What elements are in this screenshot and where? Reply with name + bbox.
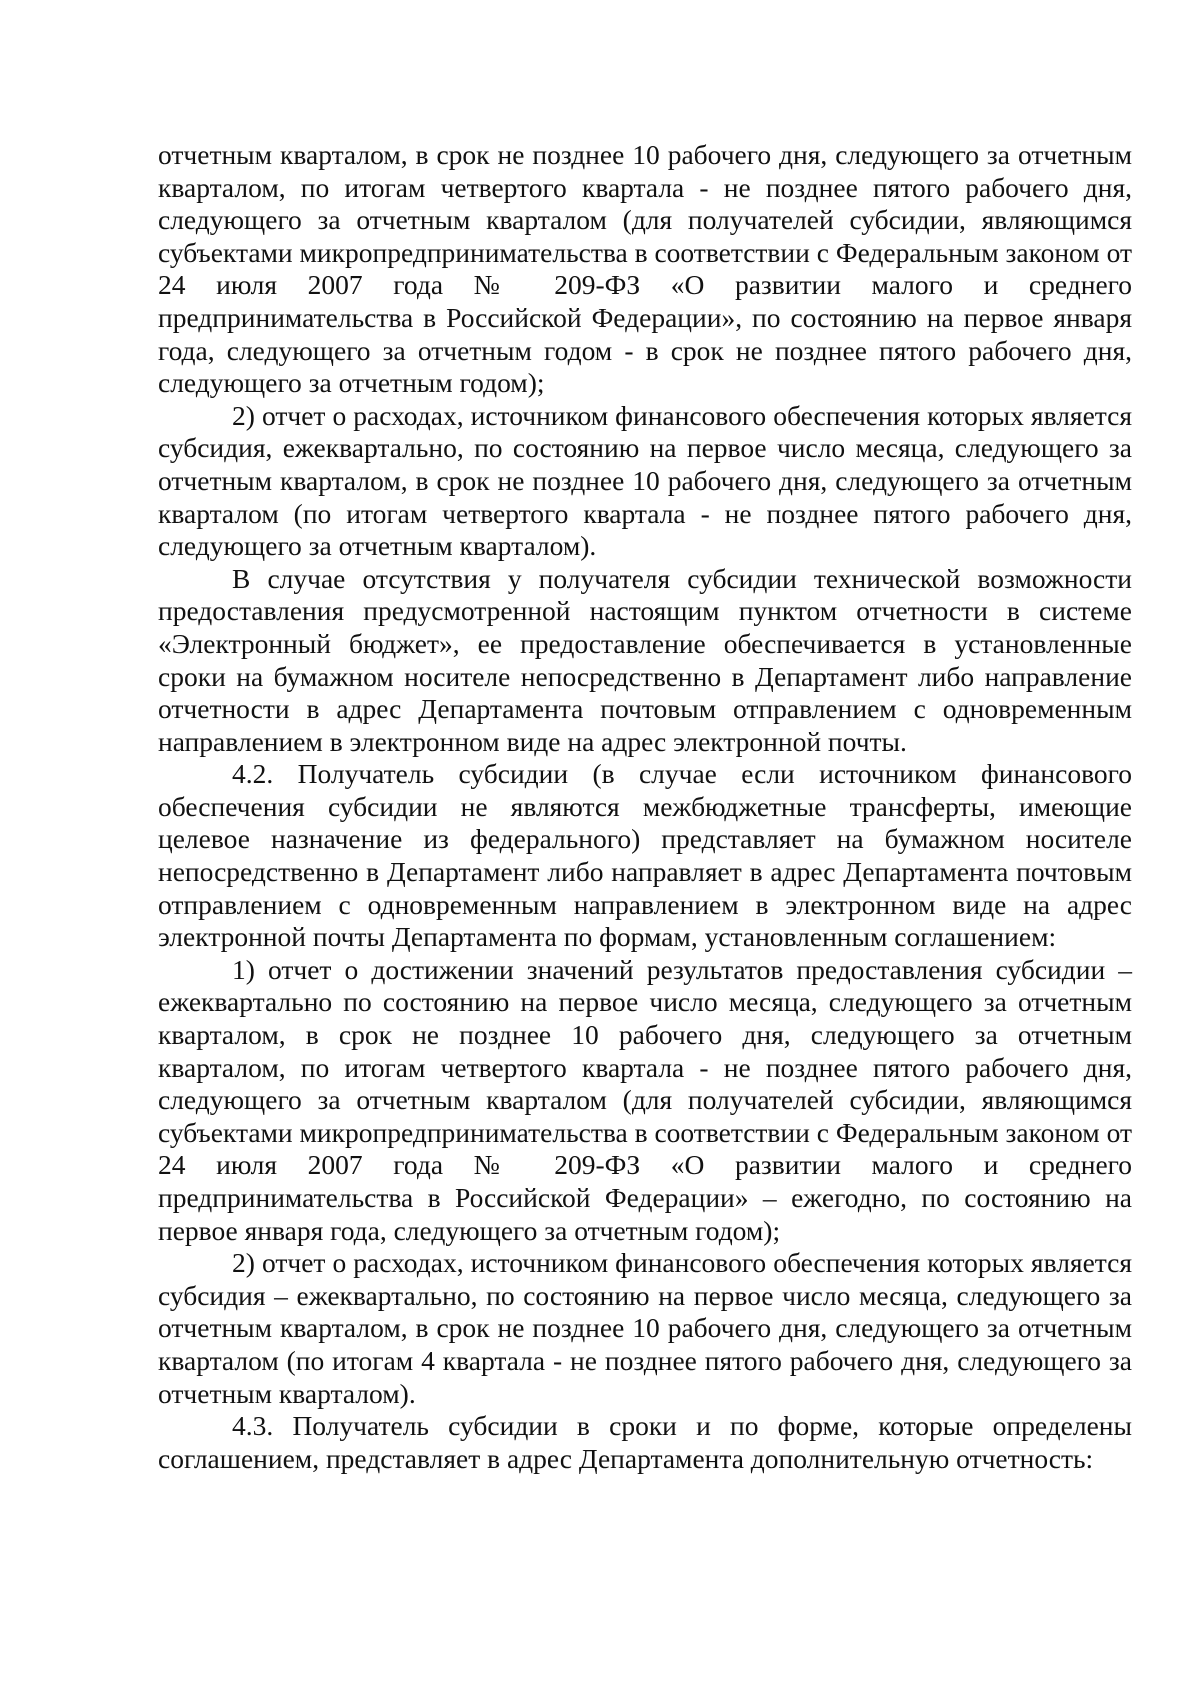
paragraph-clause-4-2: 4.2. Получатель субсидии (в случае если источником финансового обеспечения субсидии не являются межбюджетные трансферты, имеющие целевое назначение из федерального) представляет на бумажном носителе непосредственно в Департамент либо направляет в адрес Департамента почтовым отправлением с одновременным направлением в электронном виде на адрес электронной почты Департамента по формам, установленным соглашением: [158,758,1132,953]
document-page [158,139,1132,1475]
paragraph-continuation: отчетным кварталом, в срок не позднее 10 рабочего дня, следующего за отчетным кварталом, по итогам четвертого квартала - не позднее пятого рабочего дня, следующего за отчетным кварталом (для получателей субсидии, являющимся субъектами микропредпринимательства в соответствии с Федеральным законом от 24 июля 2007 года № 209-ФЗ «О развитии малого и среднего предпринимательства в Российской Федерации», по состоянию на первое января года, следующего за отчетным годом - в срок не позднее пятого рабочего дня, следующего за отчетным годом); [158,139,1132,399]
paragraph-expense-report: 2) отчет о расходах, источником финансового обеспечения которых является субсидия, ежеквартально, по состоянию на первое число месяца, следующего за отчетным кварталом, в срок не позднее 10 рабочего дня, следующего за отчетным кварталом (по итогам четвертого квартала - не позднее пятого рабочего дня, следующего за отчетным кварталом). [158,399,1132,562]
paragraph-results-report: 1) отчет о достижении значений результатов предоставления субсидии – ежеквартально по состоянию на первое число месяца, следующего за отчетным кварталом, в срок не позднее 10 рабочего дня, следующего за отчетным кварталом, по итогам четвертого квартала - не позднее пятого рабочего дня, следующего за отчетным кварталом (для получателей субсидии, являющимся субъектами микропредпринимательства в соответствии с Федеральным законом от 24 июля 2007 года № 209-ФЗ «О развитии малого и среднего предпринимательства в Российской Федерации» – ежегодно, по состоянию на первое января года, следующего за отчетным годом); [158,953,1132,1246]
paragraph-expense-report-2: 2) отчет о расходах, источником финансового обеспечения которых является субсидия – ежеквартально, по состоянию на первое число месяца, следующего за отчетным кварталом, в срок не позднее 10 рабочего дня, следующего за отчетным кварталом (по итогам 4 квартала - не позднее пятого рабочего дня, следующего за отчетным кварталом). [158,1247,1132,1409]
paragraph-clause-4-3: 4.3. Получатель субсидии в сроки и по форме, которые определены соглашением, представляет в адрес Департамента дополнительную отчетность: [158,1410,1132,1474]
paragraph-no-technical-possibility: В случае отсутствия у получателя субсидии технической возможности предоставления предусмотренной настоящим пунктом отчетности в системе «Электронный бюджет», ее предоставление обеспечивается в установленные сроки на бумажном носителе непосредственно в Департамент либо направление отчетности в адрес Департамента почтовым отправлением с одновременным направлением в электронном виде на адрес электронной почты. [158,562,1132,757]
